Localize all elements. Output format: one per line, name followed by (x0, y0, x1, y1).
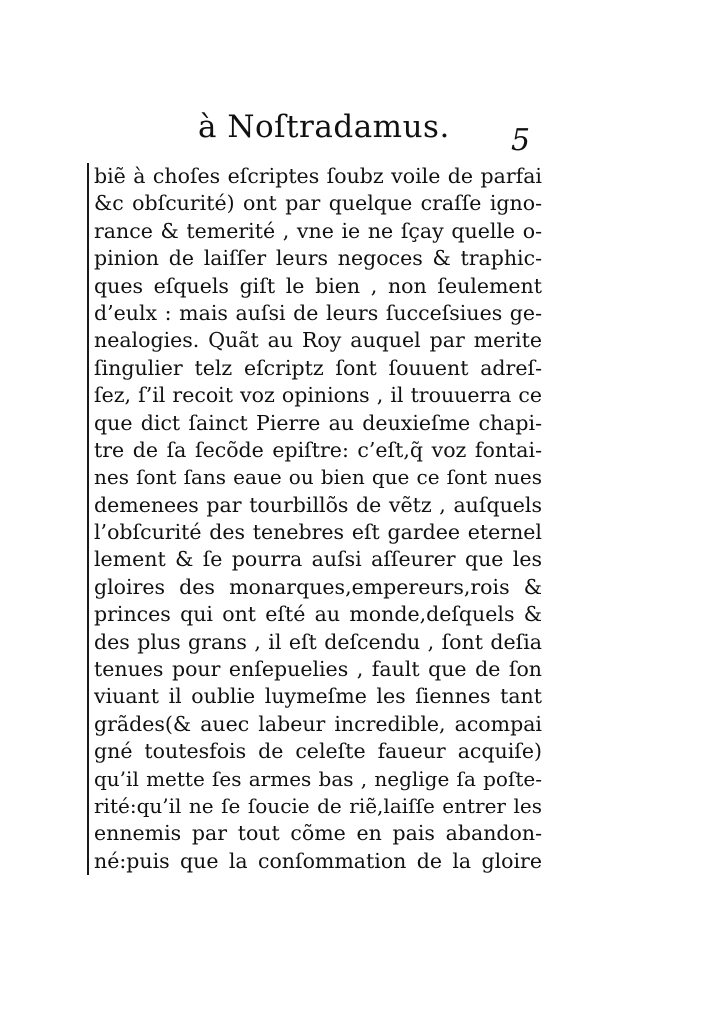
text-line: qu’il mette ſes armes bas , neglige ſa poſte- (94, 766, 542, 791)
text-line: princes qui ont eſté au monde,deſquels & (94, 602, 542, 627)
text-line: viuant il oublie luymeſme les ſiennes tant (94, 684, 542, 709)
text-line: rité:qu’il ne ſe ſoucie de riẽ,laiſſe entrer les (94, 793, 542, 818)
text-line: pinion de laiſſer leurs negoces & traphic- (94, 246, 542, 271)
text-line: &c obſcurité) ont par quelque craſſe igno- (94, 191, 542, 216)
text-line: biẽ à choſes eſcriptes ſoubz voile de parfai (94, 164, 542, 188)
text-line: tenues pour enſepuelies , fault que de ſon (94, 657, 542, 682)
page-number: 5 (511, 123, 531, 158)
text-line: gné toutesfois de celeſte faueur acquiſe) (94, 739, 542, 764)
text-line: grãdes(& auec labeur incredible, acompai (94, 711, 542, 736)
text-line: demenees par tourbillõs de vẽtz , auſquels (94, 492, 542, 517)
text-line: nealogies. Quãt au Roy auquel par merite (94, 328, 542, 353)
text-line: l’obſcurité des tenebres eſt gardee eternel (94, 520, 542, 545)
text-line: ennemis par tout cõme en pais abandon- (94, 821, 542, 846)
text-line: d’eulx : mais auſsi de leurs ſucceſsiues ge- (94, 300, 542, 325)
text-line: né:puis que la conſommation de la gloire (94, 848, 542, 873)
text-line: ques eſquels giſt le bien , non ſeulement (94, 273, 542, 298)
text-line: ſez, ſ’il recoit voz opinions , il trouuerra ce (94, 383, 542, 408)
text-line: gloires des monarques,empereurs,rois & (94, 574, 542, 599)
text-line: que dict ſainct Pierre au deuxieſme chapi- (94, 410, 542, 435)
text-line: tre de ſa ſecõde epiſtre: c’eſt,q̃ voz fontai- (94, 437, 542, 462)
text-line: lement & ſe pourra auſsi aſſeurer que les (94, 547, 542, 572)
text-line: ſingulier telz eſcriptz ſont ſouuent adreſ- (94, 355, 542, 380)
body-text (87, 163, 542, 875)
running-head: à Noſtradamus. (198, 109, 450, 145)
text-line: rance & temerité , vne ie ne ſçay quelle o- (94, 218, 542, 243)
text-line: nes ſont ſans eaue ou bien que ce ſont nues (94, 465, 542, 490)
text-line: des plus grans , il eſt deſcendu , ſont deſia (94, 629, 542, 654)
